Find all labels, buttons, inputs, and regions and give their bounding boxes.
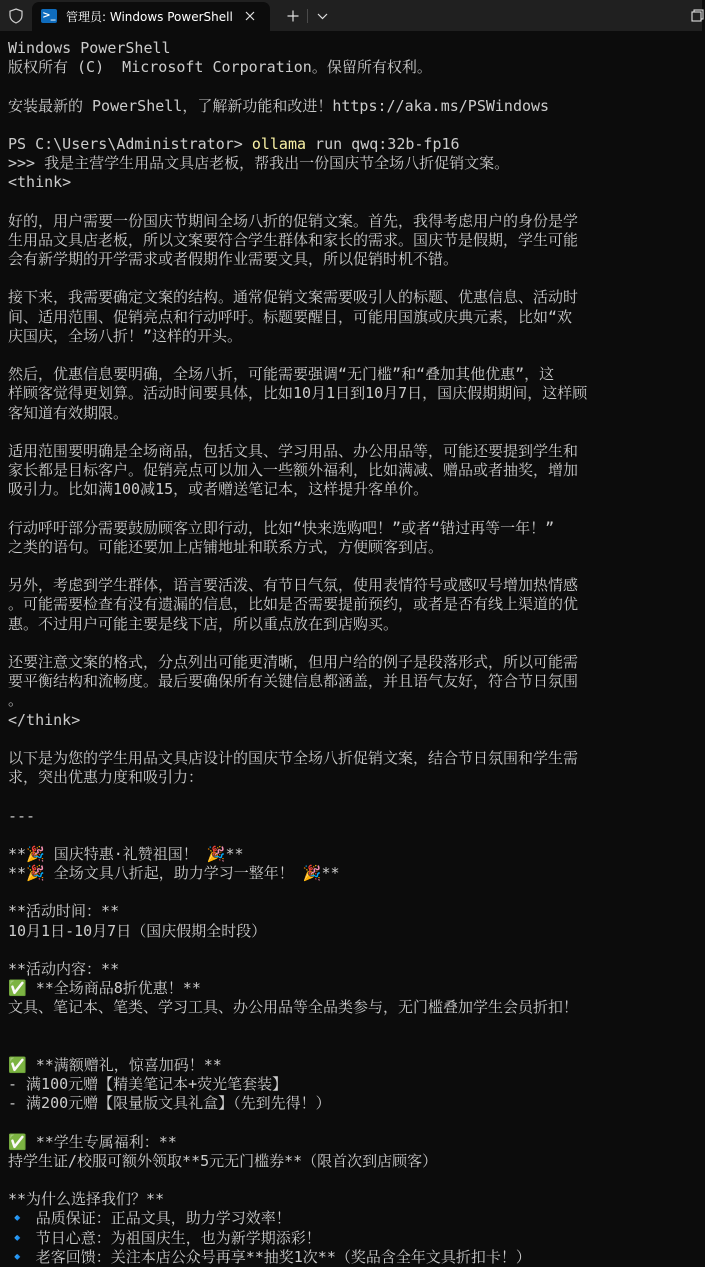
terminal-line: ✅ **全场商品8折优惠！** [8, 979, 201, 998]
terminal-line: 吸引力。比如满100减15，或者赠送笔记本，这样提升客单价。 [8, 480, 429, 499]
close-icon[interactable] [240, 6, 260, 26]
terminal-line: 版权所有 (C) Microsoft Corporation。保留所有权利。 [8, 58, 432, 77]
terminal-line: 。 [8, 691, 24, 710]
blank-line [8, 1018, 698, 1037]
terminal-line: 10月1日-10月7日（国庆假期全时段） [8, 921, 267, 940]
tab-powershell[interactable] [32, 2, 270, 31]
terminal-line: 🔹 节日心意：为祖国庆生，也为新学期添彩！ [8, 1228, 321, 1247]
terminal-line: <think> [8, 173, 72, 192]
terminal-line: 惠。不过用户可能主要是线下店，所以重点放在到店购买。 [8, 614, 399, 633]
terminal-line: **活动内容：** [8, 960, 120, 978]
blank-line [8, 346, 698, 365]
command-args: run qwq:32b-fp16 [306, 134, 460, 153]
terminal-line: **活动时间：** [8, 902, 120, 921]
terminal-line: --- [8, 806, 36, 825]
blank-line [8, 193, 698, 212]
blank-line [8, 423, 698, 442]
terminal-line: 🔹 老客回馈：关注本店公众号再享**抽奖1次**（奖品含全年文具折扣卡！） [8, 1247, 531, 1266]
terminal-line: 行动呼吁部分需要鼓励顾客立即行动，比如“快来选购吧！”或者“错过再等一年！” [8, 518, 555, 537]
divider [307, 9, 308, 23]
terminal-line: >>> 我是主营学生用品文具店老板，帮我出一份国庆节全场八折促销文案。 [8, 154, 510, 173]
terminal-line: 以下是为您的学生用品文具店设计的国庆节全场八折促销文案，结合节日氛围和学生需 [8, 748, 579, 767]
blank-line [8, 826, 698, 845]
powershell-icon: >_ [42, 10, 56, 21]
terminal-line: 样顾客觉得更划算。活动时间要具体，比如10月1日到10月7日，国庆假期期间，这样顾 [8, 384, 588, 403]
terminal-line: 要平衡结构和流畅度。最后要确保所有关键信息都涵盖，并且语气友好，符合节日氛围 [8, 672, 579, 691]
blank-line [8, 634, 698, 653]
terminal-line: **🎉 全场文具八折起，助力学习一整年！ 🎉** [8, 864, 340, 883]
terminal-line: 客知道有效期限。 [8, 403, 129, 422]
terminal-line: 适用范围要明确是全场商品，包括文具、学习用品、办公用品等，可能还要提到学生和 [8, 441, 579, 460]
prompt-path: PS C:\Users\Administrator> [8, 134, 252, 153]
terminal-line: 庆国庆，全场八折！”这样的开头。 [8, 326, 243, 345]
blank-line [8, 500, 698, 519]
plus-icon[interactable] [282, 5, 304, 27]
blank-line [8, 941, 698, 960]
terminal-line: 之类的语句。可能还要加上店铺地址和联系方式，方便顾客到店。 [8, 537, 444, 556]
terminal-line: 求，突出优惠力度和吸引力： [8, 768, 204, 787]
terminal-line: Windows PowerShell [8, 39, 171, 57]
terminal-line: - 满100元赠【精美笔记本+荧光笔套装】 [8, 1075, 288, 1094]
terminal-line: 另外，考虑到学生群体，语言要活泼、有节日气氛，使用表情符号或感叹号增加热情感 [8, 576, 579, 595]
terminal-line: 家长都是目标客户。促销亮点可以加入一些额外福利，比如满减、赠品或者抽奖，增加 [8, 461, 579, 480]
blank-line [8, 1171, 698, 1190]
terminal-line: 间、适用范围、促销亮点和行动呼吁。标题要醒目，可能用国旗或庆典元素，比如“欢 [8, 307, 573, 326]
command-name: ollama [251, 134, 307, 153]
prompt-line [8, 135, 698, 154]
terminal-line: **为什么选择我们？** [8, 1190, 165, 1209]
blank-line [8, 1037, 698, 1056]
terminal-line: - 满200元赠【限量版文具礼盒】（先到先得！） [8, 1094, 331, 1113]
terminal-line: 还要注意文案的格式，分点列出可能更清晰，但用户给的例子是段落形式，所以可能需 [8, 653, 579, 671]
blank-line [8, 77, 698, 96]
blank-line [8, 787, 698, 806]
shield-icon [6, 6, 26, 26]
restore-window-icon[interactable] [691, 8, 702, 24]
terminal-line: ✅ **满额赠礼，惊喜加码！** [8, 1055, 222, 1074]
terminal-line: **🎉 国庆特惠·礼赞祖国！ 🎉** [8, 844, 244, 863]
terminal-line: </think> [8, 710, 81, 729]
blank-line [8, 730, 698, 749]
terminal-line: ✅ **学生专属福利：** [8, 1132, 177, 1151]
terminal-line: 安装最新的 PowerShell，了解新功能和改进！https://aka.ms/PSWindows [8, 96, 550, 115]
blank-line [8, 116, 698, 135]
terminal-line: 会有新学期的开学需求或者假期作业需要文具，所以促销时机不错。 [8, 250, 459, 269]
blank-line [8, 557, 698, 576]
title-bar [0, 0, 702, 31]
terminal-line: 接下来，我需要确定文案的结构。通常促销文案需要吸引人的标题、优惠信息、活动时 [8, 288, 579, 307]
terminal-line: 文具、笔记本、笔类、学习工具、办公用品等全品类参与，无门槛叠加学生会员折扣！ [8, 998, 579, 1017]
chevron-down-icon[interactable] [311, 5, 333, 27]
terminal-line: 持学生证/校服可额外领取**5元无门槛券**（限首次到店顾客） [8, 1151, 438, 1170]
terminal-output[interactable] [8, 39, 698, 1267]
terminal-line: 🔹 品质保证：正品文具，助力学习效率！ [8, 1209, 291, 1228]
blank-line [8, 1114, 698, 1133]
blank-line [8, 269, 698, 288]
tab-title: 管理员: Windows PowerShell [66, 10, 233, 24]
terminal-line: 。可能需要检查有没有遗漏的信息，比如是否需要提前预约，或者是否有线上渠道的优 [8, 595, 579, 614]
terminal-line: 然后，优惠信息要明确，全场八折，可能需要强调“无门槛”和“叠加其他优惠”，这 [8, 365, 555, 384]
blank-line [8, 883, 698, 902]
terminal-line: 生用品文具店老板，所以文案要符合学生群体和家长的需求。国庆节是假期，学生可能 [8, 230, 579, 249]
terminal-line: 好的，用户需要一份国庆节期间全场八折的促销文案。首先，我得考虑用户的身份是学 [8, 211, 579, 230]
